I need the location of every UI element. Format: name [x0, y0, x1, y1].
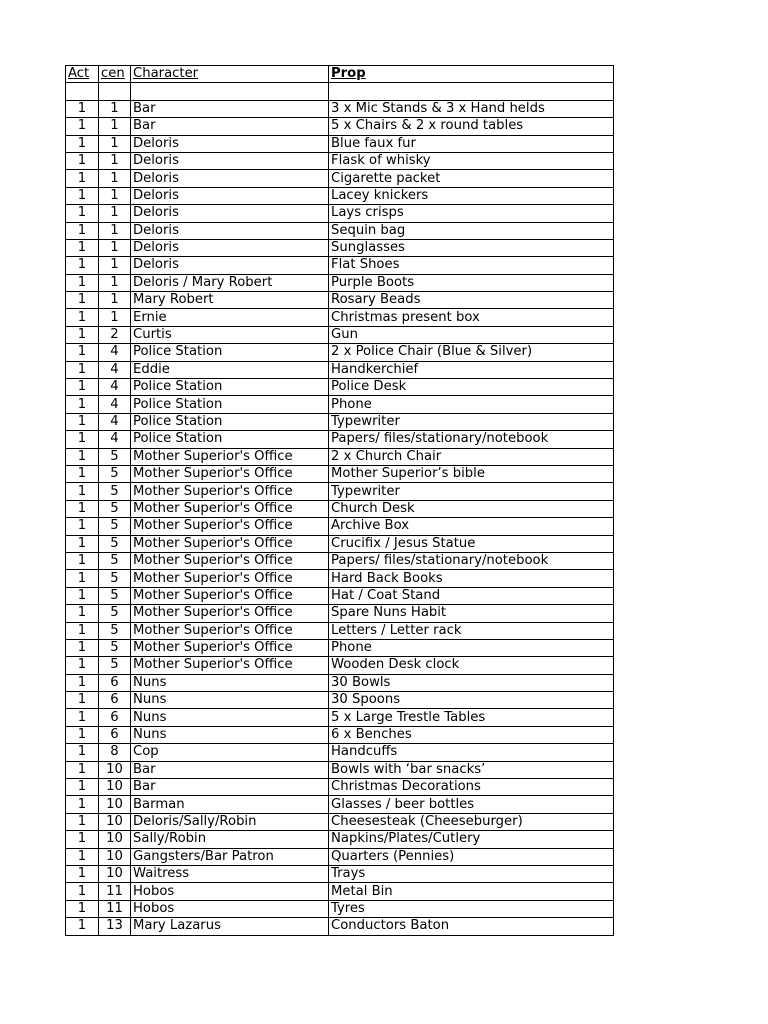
- character-cell: Bar: [131, 100, 329, 117]
- act-cell: 1: [66, 500, 99, 517]
- act-cell: 1: [66, 605, 99, 622]
- table-row: [66, 379, 614, 396]
- prop-cell: Phone: [329, 396, 614, 413]
- prop-cell: Conductors Baton: [329, 918, 614, 935]
- scene-cell: 1: [99, 274, 131, 291]
- header-scene: cen: [99, 66, 131, 83]
- prop-cell: 5 x Chairs & 2 x round tables: [329, 118, 614, 135]
- act-cell: 1: [66, 657, 99, 674]
- table-row: [66, 779, 614, 796]
- table-row: [66, 205, 614, 222]
- act-cell: 1: [66, 344, 99, 361]
- props-table: [65, 65, 614, 936]
- scene-cell: 1: [99, 187, 131, 204]
- prop-cell: 6 x Benches: [329, 726, 614, 743]
- table-row: [66, 448, 614, 465]
- scene-cell: 5: [99, 552, 131, 569]
- table-row: [66, 918, 614, 935]
- character-cell: Mother Superior's Office: [131, 587, 329, 604]
- scene-cell: 1: [99, 257, 131, 274]
- act-cell: 1: [66, 692, 99, 709]
- prop-cell: Letters / Letter rack: [329, 622, 614, 639]
- act-cell: 1: [66, 222, 99, 239]
- act-cell: 1: [66, 187, 99, 204]
- scene-cell: 5: [99, 570, 131, 587]
- table-row: [66, 761, 614, 778]
- act-cell: 1: [66, 674, 99, 691]
- act-cell: 1: [66, 379, 99, 396]
- prop-cell: 2 x Church Chair: [329, 448, 614, 465]
- table-row: [66, 170, 614, 187]
- character-cell: Sally/Robin: [131, 831, 329, 848]
- act-cell: 1: [66, 779, 99, 796]
- character-cell: Curtis: [131, 326, 329, 343]
- table-row: [66, 900, 614, 917]
- act-cell: 1: [66, 883, 99, 900]
- table-row: [66, 431, 614, 448]
- scene-cell: 2: [99, 326, 131, 343]
- prop-cell: Blue faux fur: [329, 135, 614, 152]
- character-cell: Mother Superior's Office: [131, 448, 329, 465]
- act-cell: 1: [66, 518, 99, 535]
- character-cell: Gangsters/Bar Patron: [131, 848, 329, 865]
- scene-cell: 1: [99, 100, 131, 117]
- prop-cell: Crucifix / Jesus Statue: [329, 535, 614, 552]
- table-row: [66, 187, 614, 204]
- scene-cell: 5: [99, 518, 131, 535]
- character-cell: Waitress: [131, 865, 329, 882]
- character-cell: Mother Superior's Office: [131, 605, 329, 622]
- prop-cell: 30 Spoons: [329, 692, 614, 709]
- act-cell: 1: [66, 813, 99, 830]
- prop-cell: Archive Box: [329, 518, 614, 535]
- scene-cell: 5: [99, 483, 131, 500]
- header-act: Act: [66, 66, 99, 83]
- prop-cell: Hard Back Books: [329, 570, 614, 587]
- prop-cell: 2 x Police Chair (Blue & Silver): [329, 344, 614, 361]
- prop-cell: Flat Shoes: [329, 257, 614, 274]
- scene-cell: 5: [99, 465, 131, 482]
- act-cell: 1: [66, 465, 99, 482]
- act-cell: 1: [66, 309, 99, 326]
- act-cell: 1: [66, 918, 99, 935]
- prop-cell: Church Desk: [329, 500, 614, 517]
- table-row: [66, 813, 614, 830]
- character-cell: Deloris: [131, 152, 329, 169]
- scene-cell: 1: [99, 239, 131, 256]
- act-cell: 1: [66, 552, 99, 569]
- character-cell: Mother Superior's Office: [131, 518, 329, 535]
- table-row: [66, 483, 614, 500]
- character-cell: Police Station: [131, 413, 329, 430]
- act-cell: 1: [66, 535, 99, 552]
- scene-cell: 5: [99, 448, 131, 465]
- character-cell: Eddie: [131, 361, 329, 378]
- character-cell: Mother Superior's Office: [131, 622, 329, 639]
- act-cell: 1: [66, 726, 99, 743]
- scene-cell: 6: [99, 692, 131, 709]
- scene-cell: 5: [99, 500, 131, 517]
- scene-cell: 4: [99, 396, 131, 413]
- prop-cell: Cheesesteak (Cheeseburger): [329, 813, 614, 830]
- prop-cell: Cigarette packet: [329, 170, 614, 187]
- table-row: [66, 831, 614, 848]
- table-row: [66, 396, 614, 413]
- scene-cell: 1: [99, 292, 131, 309]
- act-cell: 1: [66, 709, 99, 726]
- table-row: [66, 257, 614, 274]
- prop-cell: Sunglasses: [329, 239, 614, 256]
- table-body: [66, 100, 614, 935]
- scene-cell: 6: [99, 726, 131, 743]
- act-cell: 1: [66, 100, 99, 117]
- act-cell: 1: [66, 205, 99, 222]
- prop-cell: Napkins/Plates/Cutlery: [329, 831, 614, 848]
- prop-cell: Papers/ files/stationary/notebook: [329, 552, 614, 569]
- scene-cell: 13: [99, 918, 131, 935]
- prop-cell: Glasses / beer bottles: [329, 796, 614, 813]
- table-row: [66, 605, 614, 622]
- prop-cell: Phone: [329, 639, 614, 656]
- character-cell: Ernie: [131, 309, 329, 326]
- table-row: [66, 361, 614, 378]
- prop-cell: Tyres: [329, 900, 614, 917]
- prop-cell: Quarters (Pennies): [329, 848, 614, 865]
- table-row: [66, 309, 614, 326]
- prop-cell: Handkerchief: [329, 361, 614, 378]
- character-cell: Deloris/Sally/Robin: [131, 813, 329, 830]
- header-character: Character: [131, 66, 329, 83]
- table-row: [66, 639, 614, 656]
- act-cell: 1: [66, 483, 99, 500]
- table-row: [66, 274, 614, 291]
- act-cell: 1: [66, 865, 99, 882]
- act-cell: 1: [66, 152, 99, 169]
- character-cell: Barman: [131, 796, 329, 813]
- scene-cell: 10: [99, 848, 131, 865]
- scene-cell: 5: [99, 657, 131, 674]
- prop-cell: 30 Bowls: [329, 674, 614, 691]
- act-cell: 1: [66, 396, 99, 413]
- table-row: [66, 518, 614, 535]
- prop-cell: 5 x Large Trestle Tables: [329, 709, 614, 726]
- act-cell: 1: [66, 761, 99, 778]
- blank-row: [66, 83, 614, 100]
- character-cell: Mother Superior's Office: [131, 535, 329, 552]
- act-cell: 1: [66, 744, 99, 761]
- table-header: [66, 66, 614, 101]
- prop-cell: Spare Nuns Habit: [329, 605, 614, 622]
- scene-cell: 1: [99, 170, 131, 187]
- scene-cell: 10: [99, 796, 131, 813]
- scene-cell: 8: [99, 744, 131, 761]
- prop-cell: 3 x Mic Stands & 3 x Hand helds: [329, 100, 614, 117]
- scene-cell: 1: [99, 135, 131, 152]
- table-row: [66, 465, 614, 482]
- header-row: [66, 66, 614, 83]
- character-cell: Nuns: [131, 692, 329, 709]
- scene-cell: 5: [99, 622, 131, 639]
- scene-cell: 1: [99, 118, 131, 135]
- table-row: [66, 622, 614, 639]
- act-cell: 1: [66, 796, 99, 813]
- scene-cell: 11: [99, 883, 131, 900]
- scene-cell: 4: [99, 431, 131, 448]
- scene-cell: 10: [99, 761, 131, 778]
- act-cell: 1: [66, 292, 99, 309]
- prop-cell: Sequin bag: [329, 222, 614, 239]
- act-cell: 1: [66, 413, 99, 430]
- character-cell: Deloris: [131, 222, 329, 239]
- scene-cell: 1: [99, 309, 131, 326]
- prop-cell: Handcuffs: [329, 744, 614, 761]
- table-row: [66, 848, 614, 865]
- table-row: [66, 709, 614, 726]
- scene-cell: 4: [99, 361, 131, 378]
- prop-cell: Typewriter: [329, 483, 614, 500]
- act-cell: 1: [66, 622, 99, 639]
- act-cell: 1: [66, 118, 99, 135]
- character-cell: Mother Superior's Office: [131, 500, 329, 517]
- prop-cell: Police Desk: [329, 379, 614, 396]
- prop-cell: Lays crisps: [329, 205, 614, 222]
- prop-cell: Hat / Coat Stand: [329, 587, 614, 604]
- prop-cell: Wooden Desk clock: [329, 657, 614, 674]
- act-cell: 1: [66, 639, 99, 656]
- character-cell: Mother Superior's Office: [131, 483, 329, 500]
- scene-cell: 5: [99, 605, 131, 622]
- act-cell: 1: [66, 257, 99, 274]
- character-cell: Deloris: [131, 257, 329, 274]
- character-cell: Deloris: [131, 187, 329, 204]
- character-cell: Mary Robert: [131, 292, 329, 309]
- character-cell: Mary Lazarus: [131, 918, 329, 935]
- scene-cell: 5: [99, 639, 131, 656]
- character-cell: Police Station: [131, 396, 329, 413]
- scene-cell: 10: [99, 831, 131, 848]
- header-prop: Prop: [329, 66, 614, 83]
- table-row: [66, 657, 614, 674]
- character-cell: Mother Superior's Office: [131, 639, 329, 656]
- table-row: [66, 222, 614, 239]
- prop-cell: Lacey knickers: [329, 187, 614, 204]
- character-cell: Nuns: [131, 674, 329, 691]
- character-cell: Deloris: [131, 239, 329, 256]
- act-cell: 1: [66, 448, 99, 465]
- act-cell: 1: [66, 135, 99, 152]
- prop-cell: Rosary Beads: [329, 292, 614, 309]
- prop-cell: Gun: [329, 326, 614, 343]
- scene-cell: 10: [99, 779, 131, 796]
- table-row: [66, 726, 614, 743]
- act-cell: 1: [66, 361, 99, 378]
- character-cell: Police Station: [131, 344, 329, 361]
- table-row: [66, 292, 614, 309]
- character-cell: Nuns: [131, 726, 329, 743]
- table-row: [66, 413, 614, 430]
- scene-cell: 4: [99, 379, 131, 396]
- prop-cell: Christmas present box: [329, 309, 614, 326]
- act-cell: 1: [66, 431, 99, 448]
- character-cell: Nuns: [131, 709, 329, 726]
- table-row: [66, 152, 614, 169]
- character-cell: Hobos: [131, 900, 329, 917]
- table-row: [66, 692, 614, 709]
- prop-cell: Trays: [329, 865, 614, 882]
- table-row: [66, 587, 614, 604]
- table-row: [66, 326, 614, 343]
- table-row: [66, 674, 614, 691]
- character-cell: Mother Superior's Office: [131, 570, 329, 587]
- scene-cell: 10: [99, 813, 131, 830]
- character-cell: Deloris: [131, 205, 329, 222]
- scene-cell: 10: [99, 865, 131, 882]
- table-row: [66, 135, 614, 152]
- table-row: [66, 883, 614, 900]
- prop-cell: Metal Bin: [329, 883, 614, 900]
- scene-cell: 1: [99, 205, 131, 222]
- scene-cell: 5: [99, 587, 131, 604]
- act-cell: 1: [66, 587, 99, 604]
- scene-cell: 1: [99, 152, 131, 169]
- table-row: [66, 100, 614, 117]
- scene-cell: 1: [99, 222, 131, 239]
- act-cell: 1: [66, 274, 99, 291]
- act-cell: 1: [66, 570, 99, 587]
- table-row: [66, 344, 614, 361]
- character-cell: Police Station: [131, 431, 329, 448]
- character-cell: Bar: [131, 118, 329, 135]
- table-row: [66, 552, 614, 569]
- scene-cell: 11: [99, 900, 131, 917]
- table-row: [66, 500, 614, 517]
- scene-cell: 6: [99, 709, 131, 726]
- act-cell: 1: [66, 900, 99, 917]
- scene-cell: 6: [99, 674, 131, 691]
- prop-cell: Bowls with ‘bar snacks’: [329, 761, 614, 778]
- scene-cell: 4: [99, 344, 131, 361]
- character-cell: Bar: [131, 779, 329, 796]
- table-row: [66, 118, 614, 135]
- character-cell: Mother Superior's Office: [131, 465, 329, 482]
- table-row: [66, 744, 614, 761]
- character-cell: Cop: [131, 744, 329, 761]
- character-cell: Deloris: [131, 135, 329, 152]
- character-cell: Police Station: [131, 379, 329, 396]
- character-cell: Deloris / Mary Robert: [131, 274, 329, 291]
- character-cell: Bar: [131, 761, 329, 778]
- table-row: [66, 239, 614, 256]
- prop-cell: Purple Boots: [329, 274, 614, 291]
- prop-cell: Flask of whisky: [329, 152, 614, 169]
- table-row: [66, 796, 614, 813]
- character-cell: Mother Superior's Office: [131, 552, 329, 569]
- prop-cell: Papers/ files/stationary/notebook: [329, 431, 614, 448]
- table-row: [66, 865, 614, 882]
- act-cell: 1: [66, 326, 99, 343]
- prop-cell: Mother Superior’s bible: [329, 465, 614, 482]
- prop-cell: Christmas Decorations: [329, 779, 614, 796]
- act-cell: 1: [66, 831, 99, 848]
- act-cell: 1: [66, 848, 99, 865]
- character-cell: Deloris: [131, 170, 329, 187]
- scene-cell: 4: [99, 413, 131, 430]
- character-cell: Mother Superior's Office: [131, 657, 329, 674]
- act-cell: 1: [66, 239, 99, 256]
- character-cell: Hobos: [131, 883, 329, 900]
- act-cell: 1: [66, 170, 99, 187]
- prop-cell: Typewriter: [329, 413, 614, 430]
- table-row: [66, 535, 614, 552]
- scene-cell: 5: [99, 535, 131, 552]
- table-row: [66, 570, 614, 587]
